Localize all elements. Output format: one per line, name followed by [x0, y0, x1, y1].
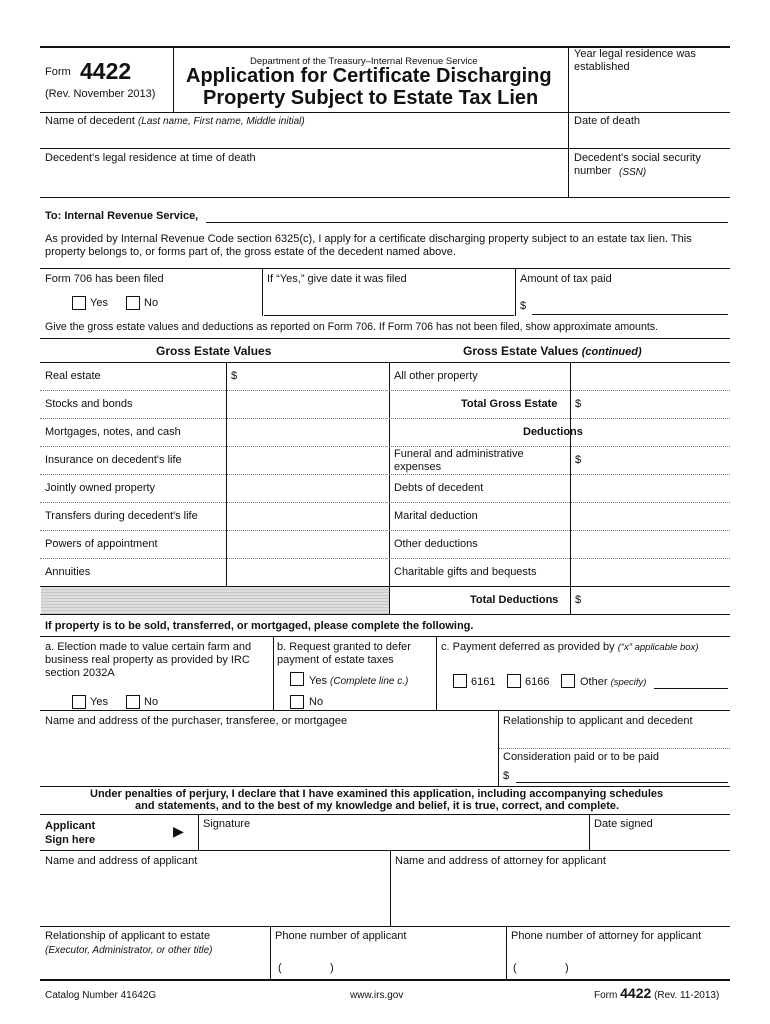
defer-yes-checkbox[interactable]	[290, 672, 304, 686]
payment-deferred-hint: (“x” applicable box)	[617, 642, 699, 653]
annuities-amount[interactable]	[228, 560, 388, 585]
relationship-decedent-label: Relationship to applicant and decedent	[503, 715, 693, 727]
row-charitable: Charitable gifts and bequests	[394, 566, 537, 578]
relationship-estate-hint: (Executor, Administrator, or other title)	[45, 945, 213, 956]
decedent-name-text: Name of decedent	[45, 115, 135, 127]
form-number: 4422	[80, 58, 132, 84]
phone-applicant-label: Phone number of applicant	[275, 930, 407, 942]
gross-estate-right-heading	[463, 345, 642, 359]
sale-heading-rule	[40, 636, 730, 637]
deductions-heading: Deductions	[523, 426, 583, 438]
sign-here-label: Sign here	[45, 834, 96, 846]
row-insurance: Insurance on decedent's life	[45, 454, 182, 466]
phone-applicant-open-paren: (	[278, 962, 282, 974]
transfers-amount[interactable]	[228, 504, 388, 529]
date-signed-label: Date signed	[594, 818, 653, 830]
deferral-other	[580, 676, 646, 689]
header-divider-left	[173, 46, 174, 112]
row-rule-5	[40, 502, 730, 503]
deferral-6161-checkbox[interactable]	[453, 674, 467, 688]
sale-divider-ab	[273, 636, 274, 710]
total-deductions-label: Total Deductions	[470, 594, 559, 606]
to-irs-label: To: Internal Revenue Service,	[45, 210, 199, 222]
sign-arrow-icon: ▶	[173, 823, 184, 839]
total-deductions-amount[interactable]	[586, 588, 729, 613]
attorney-address-label: Name and address of attorney for applicant	[395, 855, 606, 867]
date-of-death-field[interactable]	[570, 128, 730, 148]
row-transfers: Transfers during decedent's life	[45, 510, 198, 522]
phone-attorney-close-paren: )	[565, 962, 569, 974]
sale-divider-bc	[436, 636, 437, 710]
total-gross-estate-dollar: $	[575, 398, 582, 410]
defer-request-label: b. Request granted to defer payment of estate taxes	[277, 641, 411, 666]
consideration-line[interactable]	[516, 782, 728, 783]
phone-divider-1	[270, 926, 271, 980]
phone-attorney-open-paren: (	[513, 962, 517, 974]
right-heading-text: Gross Estate Values	[463, 344, 579, 358]
other-deductions-amount[interactable]	[572, 532, 729, 557]
tax-paid-dollar: $	[520, 300, 527, 312]
signature-divider-right	[589, 814, 590, 850]
date-signed-field[interactable]	[591, 830, 729, 850]
sale-bottom-rule	[40, 786, 730, 787]
ssn-label: Decedent's social security number	[574, 152, 701, 177]
total-gross-estate-amount[interactable]	[586, 392, 729, 417]
real-estate-dollar: $	[231, 370, 238, 382]
election-yes-label: Yes	[90, 696, 108, 708]
powers-amount[interactable]	[228, 532, 388, 557]
mortgages-amount[interactable]	[228, 420, 388, 445]
gross-estate-top-rule	[40, 338, 730, 339]
row-marital: Marital deduction	[394, 510, 478, 522]
consideration-label: Consideration paid or to be paid	[503, 751, 659, 763]
penalty-line-2: and statements, and to the best of my knowledge and belief, it is true, correct, and complete.	[135, 800, 620, 812]
phone-attorney-field[interactable]	[508, 958, 729, 978]
form-title-line-1: Application for Certificate Discharging	[186, 65, 552, 87]
payment-deferred-label: c. Payment deferred as provided by	[441, 641, 615, 653]
relationship-estate-field[interactable]	[40, 958, 268, 978]
row-annuities: Annuities	[45, 566, 91, 578]
right-heading-suffix: (continued)	[581, 346, 642, 358]
date-of-death-label: Date of death	[574, 115, 641, 127]
marital-amount[interactable]	[572, 504, 729, 529]
decedent-name-hint: (Last name, First name, Middle initial)	[137, 116, 305, 127]
residence-year-label: Year legal residence was established	[574, 48, 696, 73]
row-rule-7	[40, 558, 730, 559]
penalty-rule	[40, 814, 730, 815]
purchaser-field[interactable]	[40, 730, 496, 784]
row-rule-1	[40, 390, 730, 391]
address-divider	[390, 850, 391, 926]
deferral-other-label: Other	[580, 676, 608, 688]
election-label: a. Election made to value certain farm and business real property as provided by IRC section 2032A	[45, 641, 252, 679]
footer-revision: (Rev. 11-2013)	[654, 990, 720, 1001]
address-bottom-rule	[40, 926, 730, 927]
row-stocks-bonds: Stocks and bonds	[45, 398, 133, 410]
legal-residence-label: Decedent's legal residence at time of death	[45, 152, 256, 164]
consideration-dollar: $	[503, 770, 510, 782]
decedent-row-rule	[40, 148, 730, 149]
applicant-address-field[interactable]	[40, 868, 388, 924]
deferral-other-checkbox[interactable]	[561, 674, 575, 688]
phone-applicant-field[interactable]	[272, 958, 504, 978]
table-heading-rule	[40, 362, 730, 363]
form706-yes-checkbox[interactable]	[72, 296, 86, 310]
form706-divider-1	[262, 268, 263, 316]
payment-deferred	[441, 641, 699, 654]
table-divider-right-amount	[570, 362, 571, 614]
header-divider-right	[568, 46, 569, 112]
election-no-label: No	[144, 696, 159, 708]
form706-no-label: No	[144, 297, 159, 309]
form-bottom-rule	[40, 979, 730, 981]
form706-yes-label: Yes	[90, 297, 108, 309]
real-estate-amount[interactable]	[240, 364, 388, 389]
irs-website: www.irs.gov	[350, 990, 404, 1001]
tax-paid-line[interactable]	[532, 314, 728, 315]
purchaser-label: Name and address of the purchaser, transferee, or mortgagee	[45, 715, 348, 727]
attorney-address-field[interactable]	[392, 868, 729, 924]
funeral-dollar: $	[575, 454, 582, 466]
form706-filed-label: Form 706 has been filed	[45, 273, 164, 285]
decedent-name-label	[45, 115, 305, 128]
tax-paid-label: Amount of tax paid	[520, 273, 612, 285]
defer-no-checkbox[interactable]	[290, 695, 304, 709]
defer-yes-label: Yes	[309, 675, 327, 687]
form706-instruction: Give the gross estate values and deductions as reported on Form 706. If Form 706 has not been filed, show approximate amounts.	[45, 321, 659, 333]
form-word: Form	[45, 66, 71, 78]
applicant-label: Applicant	[45, 820, 96, 832]
ssn-field[interactable]	[570, 178, 730, 196]
table-divider-middle	[389, 362, 390, 614]
charitable-amount[interactable]	[572, 560, 729, 585]
phone-applicant-close-paren: )	[330, 962, 334, 974]
penalty-line-1: Under penalties of perjury, I declare that I have examined this application, including accompanying schedules	[90, 788, 664, 800]
election-no-checkbox[interactable]	[126, 695, 140, 709]
row-funeral: Funeral and administrative expenses	[394, 448, 524, 473]
phone-divider-2	[506, 926, 507, 980]
date-filed-label: If “Yes,” give date it was filed	[267, 273, 407, 285]
jointly-owned-amount[interactable]	[228, 476, 388, 501]
total-deductions-dollar: $	[575, 594, 582, 606]
relationship-decedent-field[interactable]	[500, 728, 729, 748]
shaded-cell	[41, 587, 389, 614]
defer-yes	[309, 675, 408, 688]
table-bottom-rule	[40, 614, 730, 615]
total-gross-estate-label: Total Gross Estate	[461, 398, 558, 410]
agency-line: Department of the Treasury–Internal Revenue Service	[250, 56, 478, 67]
debts-amount[interactable]	[572, 476, 729, 501]
other-property-amount[interactable]	[572, 364, 729, 389]
row-rule-6	[40, 530, 730, 531]
signature-field[interactable]	[200, 830, 588, 850]
row-rule-3	[40, 446, 730, 447]
intro-bottom-rule	[40, 268, 730, 269]
row-powers: Powers of appointment	[45, 538, 158, 550]
phone-attorney-label: Phone number of attorney for applicant	[511, 930, 702, 942]
relationship-rule	[499, 748, 730, 749]
header-bottom-rule	[40, 112, 730, 113]
signature-divider-left	[198, 814, 199, 850]
deferral-6161-label: 6161	[471, 676, 496, 688]
row-other-deductions: Other deductions	[394, 538, 478, 550]
signature-label: Signature	[203, 818, 251, 830]
decedent-divider	[568, 112, 569, 197]
footer-form-number: 4422	[620, 985, 652, 1001]
form-title-line-2: Property Subject to Estate Tax Lien	[203, 87, 539, 109]
intro-statement: As provided by Internal Revenue Code section 6325(c), I apply for a certificate discharging property subject to an estate tax lien. This property belongs to, or forms part of, the gross estate of the decedent named above.	[45, 233, 692, 258]
row-rule-2	[40, 418, 730, 419]
deferral-other-hint: (specify)	[610, 677, 647, 688]
form706-no-checkbox[interactable]	[126, 296, 140, 310]
row-real-estate: Real estate	[45, 370, 101, 382]
footer-form-label	[594, 985, 719, 1004]
insurance-amount[interactable]	[228, 448, 388, 473]
row-rule-4	[40, 474, 730, 475]
footer-form-word: Form	[594, 990, 618, 1001]
applicant-address-label: Name and address of applicant	[45, 855, 198, 867]
decedent-name-field[interactable]	[40, 128, 568, 148]
deferral-other-line[interactable]	[654, 688, 728, 689]
date-filed-line[interactable]	[264, 315, 514, 316]
ssn-hint: (SSN)	[619, 167, 647, 178]
defer-yes-hint: (Complete line c.)	[330, 676, 409, 687]
to-irs-line[interactable]	[206, 222, 728, 223]
row-debts: Debts of decedent	[394, 482, 484, 494]
sale-options-rule	[40, 710, 730, 711]
deferral-6166-label: 6166	[525, 676, 550, 688]
deferral-6166-checkbox[interactable]	[507, 674, 521, 688]
gross-estate-left-heading: Gross Estate Values	[156, 344, 272, 358]
decedent-bottom-rule	[40, 197, 730, 198]
relationship-estate-label: Relationship of applicant to estate	[45, 930, 211, 942]
election-yes-checkbox[interactable]	[72, 695, 86, 709]
row-jointly-owned: Jointly owned property	[45, 482, 156, 494]
defer-no-label: No	[309, 696, 324, 708]
sale-heading: If property is to be sold, transferred, or mortgaged, please complete the following.	[45, 620, 474, 632]
form706-divider-2	[515, 268, 516, 316]
form-revision: (Rev. November 2013)	[45, 88, 156, 100]
signature-bottom-rule	[40, 850, 730, 851]
row-other-property: All other property	[394, 370, 478, 382]
row-mortgages: Mortgages, notes, and cash	[45, 426, 181, 438]
stocks-bonds-amount[interactable]	[228, 392, 388, 417]
catalog-number: Catalog Number 41642G	[45, 990, 157, 1001]
funeral-amount[interactable]	[586, 448, 729, 473]
legal-residence-field[interactable]	[40, 166, 568, 196]
